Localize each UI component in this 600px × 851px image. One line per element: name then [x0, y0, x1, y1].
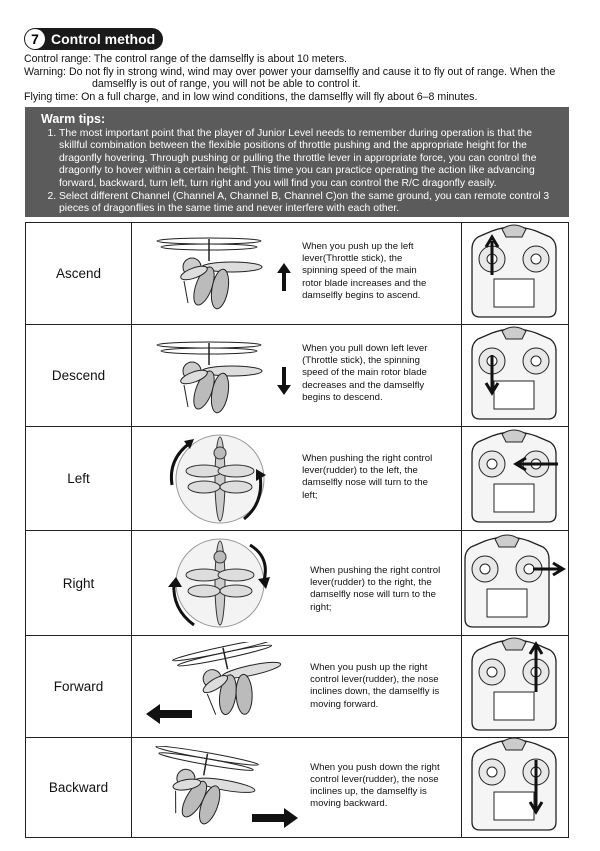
- warning-text-line-2: damselfly is out of range, you will not be able to control it.: [92, 78, 361, 91]
- warm-tip-item: 2. Select different Channel (Channel A, Channel B, Channel C)on the same ground, you can remote control 3 pieces of dragonflies in the same time and never interfere with each other.: [59, 191, 561, 216]
- warm-tips-list: [33, 128, 561, 216]
- warm-tip-item: 1. The most important point that the player of Junior Level needs to remember during operation is that the skillful combination between the flexible positions of throttle pushing and the appropriate height for the dragonfly hovering. Through pushing or pulling the throttle lever in appropriate force, you can control the dragonfly to hover within a certain height. This time you can practice operating the action like advancing forward, backward, turn left, turn right and you will find you can control the R/C dragonfly easily.: [59, 128, 561, 191]
- table-row: [26, 636, 569, 738]
- table-row: [26, 427, 569, 531]
- maneuver-description: When you push down the right control lever(rudder), the nose inclines up, the damselfly is moving backward.: [310, 761, 440, 810]
- damselfly-side-illustration: [136, 329, 286, 421]
- illustration-cell: [132, 427, 462, 531]
- table-row: [26, 531, 569, 636]
- damselfly-side-illustration: [136, 227, 286, 319]
- remote-controller-illustration: [470, 428, 560, 524]
- illustration-cell: [132, 223, 462, 325]
- maneuver-label: Left: [26, 427, 132, 531]
- table-row: [26, 738, 569, 838]
- maneuver-description: When you pull down left lever (Throttle stick), the spinning speed of the main rotor blade decreases and the damselfly begins to descend.: [302, 343, 428, 403]
- maneuver-label: Ascend: [26, 223, 132, 325]
- arrow-up-icon: [277, 263, 291, 291]
- remote-controller-illustration: [470, 223, 560, 319]
- remote-controller-illustration: [470, 636, 560, 732]
- arrow-down-icon: [277, 367, 291, 395]
- flying-time-text: Flying time: On a full charge, and in low wind conditions, the damselfly will fly about 6–8 minutes.: [24, 90, 478, 103]
- maneuver-label: Descend: [26, 325, 132, 427]
- maneuver-description: When you push up the left lever(Throttle stick), the spinning speed of the main rotor blade increases and the damselfly begins to ascend.: [302, 241, 427, 301]
- damselfly-top-illustration: [160, 429, 280, 529]
- warm-tips-box: [25, 107, 569, 217]
- remote-controller-illustration: [470, 738, 560, 832]
- section-number: 7: [25, 29, 45, 49]
- warning-text-line-1: Warning: Do not fly in strong wind, wind may over power your damselfly and cause it to fly out of range. When the: [24, 65, 556, 78]
- remote-controller-illustration: [463, 533, 567, 629]
- illustration-cell: [132, 325, 462, 427]
- warm-tips-title: Warm tips:: [41, 112, 106, 126]
- control-range-text: Control range: The control range of the damselfly is about 10 meters.: [24, 53, 348, 65]
- section-header: [24, 28, 163, 50]
- arrow-right-icon: [252, 808, 298, 828]
- illustration-cell: [132, 636, 462, 738]
- maneuver-description: When pushing the right control lever(rudder) to the left, the damselfly nose will turn to the left;: [302, 453, 433, 501]
- remote-cell: [462, 636, 569, 738]
- remote-cell: [462, 738, 569, 838]
- maneuver-label: Backward: [26, 738, 132, 838]
- control-table: [25, 222, 569, 838]
- maneuver-label: Right: [26, 531, 132, 636]
- remote-cell: [462, 427, 569, 531]
- remote-cell: [462, 223, 569, 325]
- maneuver-description: When pushing the right control lever(rudder) to the right, the damselfly nose will turn to the right;: [310, 565, 441, 613]
- damselfly-top-illustration: [160, 533, 280, 633]
- arrow-left-icon: [146, 704, 192, 724]
- remote-cell: [462, 325, 569, 427]
- section-title: Control method: [51, 31, 156, 47]
- maneuver-label: Forward: [26, 636, 132, 738]
- illustration-cell: [132, 531, 462, 636]
- remote-cell: [462, 531, 569, 636]
- maneuver-description: When you push up the right control lever(rudder), the nose inclines down, the damselfly is moving forward.: [310, 662, 440, 710]
- remote-controller-illustration: [470, 325, 560, 421]
- illustration-cell: [132, 738, 462, 838]
- intro-text: [24, 53, 576, 103]
- table-row: [26, 325, 569, 427]
- section-badge: [24, 28, 163, 50]
- table-row: [26, 223, 569, 325]
